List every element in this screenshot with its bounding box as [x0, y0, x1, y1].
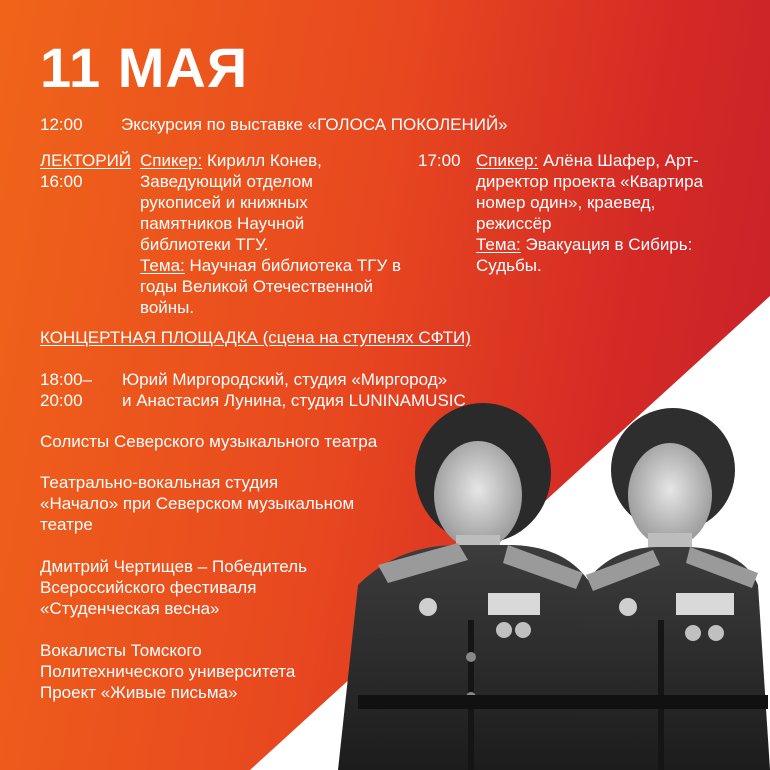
lecture1-topic-line-1: Тема: Научная библиотека ТГУ в [140, 256, 402, 275]
lecture2-topic-label: Тема: [476, 235, 521, 254]
lecture2-speaker-label: Спикер: [476, 151, 539, 170]
lecture2-speaker-line-1: Спикер: Алёна Шафер, Арт- [476, 151, 699, 170]
lecture2-speaker-line-2: директор проекта «Квартира [476, 172, 704, 191]
lecture2-topic-line-1: Тема: Эвакуация в Сибирь: [476, 235, 693, 254]
concert-first-performer-line-2: и Анастасия Лунина, студия LUNINAMUSIC [122, 391, 466, 410]
concert-item-4-line-3: Проект «Живые письма» [40, 683, 238, 702]
lecture1-topic-line-3: войны. [140, 298, 195, 317]
excursion-title: Экскурсия по выставке «ГОЛОСА ПОКОЛЕНИЙ» [121, 115, 508, 134]
lecture2-topic-line-2: Судьбы. [476, 256, 542, 275]
lecture1-speaker-line-1: Спикер: Кирилл Конев, [140, 151, 322, 170]
concert-item-2-line-1: Театрально-вокальная студия [40, 473, 279, 492]
concert-time-line-1: 18:00– [40, 370, 92, 389]
lecture1-topic-line-2: годы Великой Отечественной [140, 277, 374, 296]
lecture1-speaker-line-5: библиотеки ТГУ. [140, 235, 269, 254]
excursion-time: 12:00 [40, 115, 83, 134]
event-date: 11 МАЯ [40, 36, 249, 99]
lecture2-speaker-line-3: номер один», краевед, [476, 193, 656, 212]
concert-item-3-line-2: Всероссийского фестиваля [40, 578, 257, 597]
lecture1-time: 16:00 [40, 172, 83, 191]
concert-item-3-line-1: Дмитрий Чертищев – Победитель [40, 557, 307, 576]
lecture1-speaker-line-2: Заведующий отделом [140, 172, 313, 191]
lecture1-topic-label: Тема: [140, 256, 185, 275]
lecture2-speaker-line-4: режиссёр [476, 214, 552, 233]
concert-time-line-2: 20:00 [40, 391, 83, 410]
concert-heading: КОНЦЕРТНАЯ ПЛОЩАДКА (сцена на ступенях СФТИ) [40, 328, 471, 347]
concert-item-1-line-1: Солисты Северского музыкального театра [40, 432, 378, 451]
concert-first-performer-line-1: Юрий Миргородский, студия «Миргород» [122, 370, 448, 389]
lecture1-speaker-line-3: рукописей и книжных [140, 193, 308, 212]
lecture2-time: 17:00 [418, 151, 461, 170]
concert-item-4-line-1: Вокалисты Томского [40, 641, 202, 660]
lectorium-label: ЛЕКТОРИЙ [40, 151, 132, 170]
concert-item-2-line-3: театре [40, 515, 93, 534]
concert-item-3-line-3: «Студенческая весна» [40, 599, 220, 618]
concert-item-4-line-2: Политехнического университета [40, 662, 296, 681]
historic-photo-two-women-in-uniform [318, 395, 770, 770]
lecture1-speaker-line-4: памятников Научной [140, 214, 305, 233]
concert-item-2-line-2: «Начало» при Северском музыкальном [40, 494, 355, 513]
lecture1-speaker-label: Спикер: [140, 151, 203, 170]
